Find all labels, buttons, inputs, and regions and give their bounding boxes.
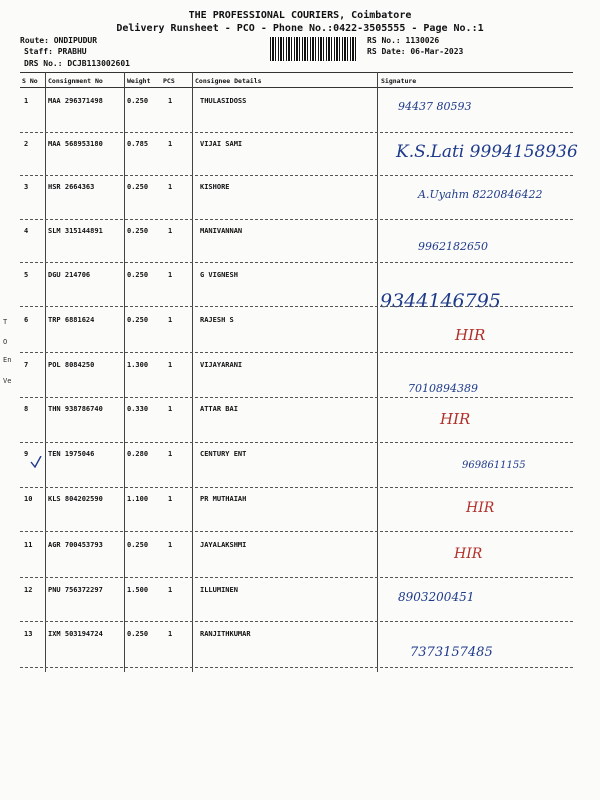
row-weight: 1.100 — [127, 495, 149, 503]
row-weight: 1.500 — [127, 586, 149, 594]
staff-label: Staff: PRABHU — [24, 47, 87, 56]
row-consignment-no: HSR 2664363 — [48, 183, 95, 191]
row-pcs: 1 — [168, 586, 173, 594]
row-weight: 0.250 — [127, 541, 149, 549]
col-header-weight: Weight — [127, 77, 151, 85]
row-consignee-name: VIJAYARANI — [200, 361, 243, 369]
col-header-consignee: Consignee Details — [195, 77, 262, 85]
col-header-sno: S No — [22, 77, 38, 85]
row-signature: 9344146795 — [380, 290, 501, 312]
row-weight: 0.250 — [127, 630, 149, 638]
row-weight: 0.250 — [127, 97, 149, 105]
row-consignment-no: POL 8084250 — [48, 361, 95, 369]
row-pcs: 1 — [168, 361, 173, 369]
row-sno: 10 — [24, 495, 33, 503]
row-separator — [20, 219, 573, 220]
row-sno: 13 — [24, 630, 33, 638]
row-consignment-no: KLS 804202590 — [48, 495, 103, 503]
row-signature: K.S.Lati 9994158936 — [396, 142, 578, 162]
row-signature: 9698611155 — [462, 460, 526, 471]
row-consignment-no: IXM 503194724 — [48, 630, 103, 638]
row-weight: 0.330 — [127, 405, 149, 413]
row-consignment-no: MAA 568953180 — [48, 140, 103, 148]
row-consignment-no: THN 938786740 — [48, 405, 103, 413]
row-signature: 8903200451 — [398, 590, 475, 604]
row-sno: 5 — [24, 271, 29, 279]
row-consignment-no: TRP 6881624 — [48, 316, 95, 324]
row-consignment-no: MAA 296371498 — [48, 97, 103, 105]
row-consignee-name: RANJITHKUMAR — [200, 630, 251, 638]
rs-number: RS No.: 1130026 — [367, 36, 440, 45]
table-header-border — [20, 87, 573, 88]
row-separator — [20, 175, 573, 176]
row-pcs: 1 — [168, 405, 173, 413]
row-pcs: 1 — [168, 227, 173, 235]
row-separator — [20, 531, 573, 532]
row-consignee-name: MANIVANNAN — [200, 227, 243, 235]
row-separator — [20, 621, 573, 622]
edge-mark: En — [3, 356, 12, 364]
row-sno: 4 — [24, 227, 29, 235]
row-weight: 0.250 — [127, 271, 149, 279]
row-weight: 0.250 — [127, 183, 149, 191]
col-header-signature: Signature — [381, 77, 417, 85]
row-separator — [20, 577, 573, 578]
drs-label: DRS No.: DCJB113002601 — [24, 59, 130, 68]
row-consignee-name: PR MUTHAIAH — [200, 495, 247, 503]
row-pcs: 1 — [168, 183, 173, 191]
row-consignee-name: RAJESH S — [200, 316, 234, 324]
col-divider — [45, 72, 46, 672]
row-consignee-name: G VIGNESH — [200, 271, 238, 279]
row-separator — [20, 487, 573, 488]
row-separator — [20, 667, 573, 668]
row-pcs: 1 — [168, 97, 173, 105]
row-consignment-no: PNU 756372297 — [48, 586, 103, 594]
barcode — [270, 37, 358, 61]
col-header-consignment: Consignment No — [48, 77, 103, 85]
row-signature: HIR — [466, 500, 495, 516]
row-consignment-no: SLM 315144891 — [48, 227, 103, 235]
row-signature: 9962182650 — [418, 240, 488, 253]
row-sno: 3 — [24, 183, 29, 191]
row-sno: 6 — [24, 316, 29, 324]
col-divider — [377, 72, 378, 672]
row-separator — [20, 262, 573, 263]
row-pcs: 1 — [168, 495, 173, 503]
row-pcs: 1 — [168, 140, 173, 148]
row-consignee-name: CENTURY ENT — [200, 450, 247, 458]
row-consignee-name: ATTAR BAI — [200, 405, 238, 413]
row-signature: A.Uyahm 8220846422 — [418, 188, 543, 201]
row-pcs: 1 — [168, 271, 173, 279]
row-sno: 12 — [24, 586, 33, 594]
checkmark-icon — [30, 456, 42, 468]
row-signature: 94437 80593 — [398, 100, 472, 113]
row-weight: 0.280 — [127, 450, 149, 458]
row-weight: 1.300 — [127, 361, 149, 369]
row-consignee-name: THULASIDOSS — [200, 97, 247, 105]
row-consignment-no: AGR 700453793 — [48, 541, 103, 549]
row-consignee-name: VIJAI SAMI — [200, 140, 243, 148]
row-separator — [20, 306, 573, 307]
row-signature: HIR — [440, 410, 471, 428]
row-separator — [20, 132, 573, 133]
row-weight: 0.250 — [127, 227, 149, 235]
col-header-pcs: PCS — [163, 77, 175, 85]
row-sno: 1 — [24, 97, 29, 105]
row-signature: HIR — [454, 546, 483, 562]
edge-mark: Ve — [3, 377, 12, 385]
row-consignment-no: TEN 1975046 — [48, 450, 95, 458]
table-top-border — [20, 72, 573, 73]
row-separator — [20, 397, 573, 398]
row-sno: 9 — [24, 450, 29, 458]
row-pcs: 1 — [168, 450, 173, 458]
row-consignee-name: JAYALAKSHMI — [200, 541, 247, 549]
row-weight: 0.250 — [127, 316, 149, 324]
col-divider — [192, 72, 193, 672]
runsheet-subtitle: Delivery Runsheet - PCO - Phone No.:0422-3505555 - Page No.:1 — [116, 23, 484, 34]
row-separator — [20, 442, 573, 443]
row-weight: 0.785 — [127, 140, 149, 148]
row-sno: 2 — [24, 140, 29, 148]
row-signature: 7010894389 — [408, 382, 478, 395]
col-divider — [124, 72, 125, 672]
row-consignee-name: ILLUMINEN — [200, 586, 238, 594]
company-title: THE PROFESSIONAL COURIERS, Coimbatore — [188, 10, 412, 21]
edge-mark: O — [3, 338, 8, 346]
row-sno: 7 — [24, 361, 29, 369]
row-pcs: 1 — [168, 630, 173, 638]
row-consignment-no: DGU 214706 — [48, 271, 91, 279]
row-separator — [20, 352, 573, 353]
row-sno: 11 — [24, 541, 33, 549]
row-signature: HIR — [455, 326, 486, 344]
row-consignee-name: KISHORE — [200, 183, 230, 191]
row-signature: 7373157485 — [410, 645, 493, 660]
route-label: Route: ONDIPUDUR — [20, 36, 98, 45]
rs-date: RS Date: 06-Mar-2023 — [367, 47, 464, 56]
edge-mark: T — [3, 318, 8, 326]
row-sno: 8 — [24, 405, 29, 413]
row-pcs: 1 — [168, 541, 173, 549]
row-pcs: 1 — [168, 316, 173, 324]
